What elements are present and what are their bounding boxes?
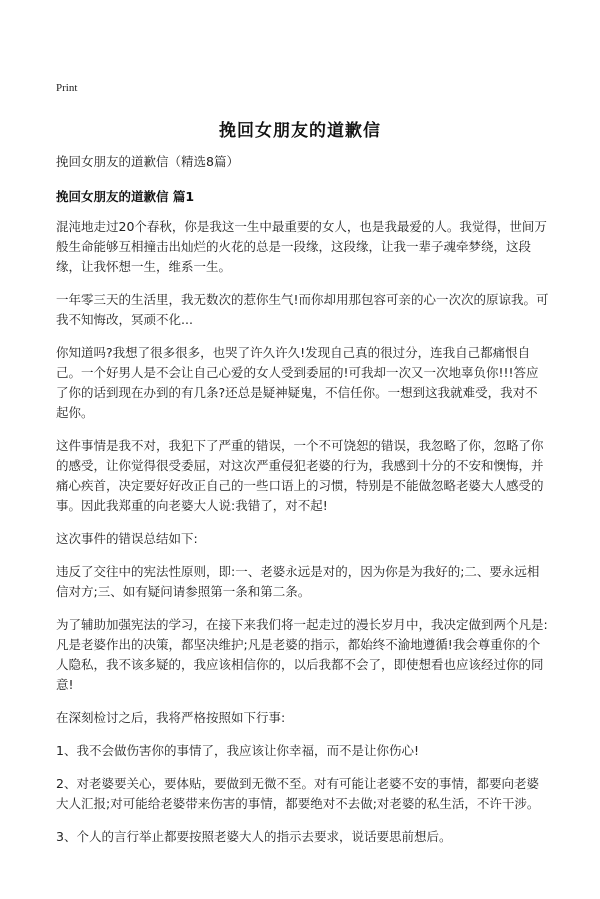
list-item-2: 2、对老婆要关心，要体贴，要做到无微不至。对有可能让老婆不安的事情，都要向老婆大人汇报;对可能给老婆带来伤害的事情，都要绝对不去做;对老婆的私生活，不许干涉。: [56, 776, 540, 811]
paragraph-8: 在深刻检讨之后，我将严格按照如下行事:: [56, 710, 286, 725]
paragraph-6: 违反了交往中的宪法性原则，即:一、老婆永远是对的，因为你是为我好的;二、要永远相信对方;三、如有疑问请参照第一条和第二条。: [56, 564, 540, 599]
paragraph-7: 为了辅助加强宪法的学习，在接下来我们将一起走过的漫长岁月中，我决定做到两个凡是:凡是老婆作出的决策，都坚决维护;凡是老婆的指示，都始终不渝地遵循!我会尊重你的个人隐私，我不该多疑的，我应该相信你的，以后我都不会了，即使想看也应该经过你的同意!: [56, 617, 548, 692]
document-subtitle: 挽回女朋友的道歉信（精选8篇）: [56, 154, 239, 169]
print-label: Print: [56, 82, 78, 94]
document-title: 挽回女朋友的道歉信: [219, 121, 381, 141]
document-body: [56, 152, 550, 860]
paragraph-5: 这次事件的错误总结如下:: [56, 531, 198, 546]
paragraph-4: 这件事情是我不对，我犯下了严重的错误，一个不可饶恕的错误，我忽略了你，忽略了你的感受，让你觉得很受委屈，对这次严重侵犯老婆的行为，我感到十分的不安和懊悔，并痛心疾首，决定要好好改正自己的一些口语上的习惯，特别是不能做忽略老婆大人感受的事。因此我郑重的向老婆大人说:我错了，对不起!: [56, 438, 544, 513]
paragraph-3: 你知道吗?我想了很多很多，也哭了许久许久!发现自己真的很过分，连我自己都痛恨自己。一个好男人是不会让自己心爱的女人受到委屈的!可我却一次又一次地辜负你!!!答应了你的话到现在办到的有几条?还总是疑神疑鬼，不信任你。一想到这我就难受，我对不起你。: [56, 345, 539, 420]
list-item-3: 3、个人的言行举止都要按照老婆大人的指示去要求，说话要思前想后。: [56, 829, 452, 844]
section-heading: 挽回女朋友的道歉信 篇1: [56, 189, 195, 204]
list-item-1: 1、我不会做伤害你的事情了，我应该让你幸福，而不是让你伤心!: [56, 743, 419, 758]
paragraph-1: 混沌地走过20个春秋，你是我这一生中最重要的女人，也是我最爱的人。我觉得，世间万般生命能够互相撞击出灿烂的火花的总是一段缘，这段缘，让我一辈子魂牵梦绕，这段缘，让我怀想一生，维系一生。: [56, 219, 547, 274]
paragraph-2: 一年零三天的生活里，我无数次的惹你生气!而你却用那包容可亲的心一次次的原谅我。可我不知悔改，冥顽不化...: [56, 292, 549, 327]
